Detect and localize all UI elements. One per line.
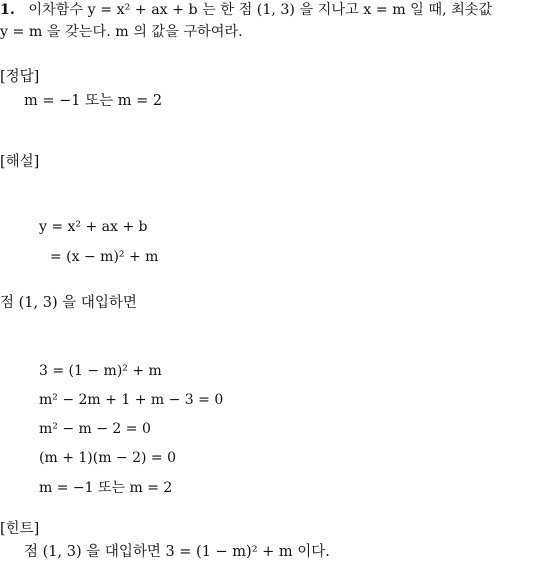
substitution-note: 점 (1, 3) 을 대입하면 [0, 295, 137, 311]
solution-equation-4: m² − 2m + 1 + m − 3 = 0 [39, 392, 224, 408]
solution-equation-3: 3 = (1 − m)² + m [39, 363, 162, 379]
answer-heading: [정답] [0, 69, 40, 85]
solution-equation-6: (m + 1)(m − 2) = 0 [39, 450, 177, 466]
solution-equation-1: y = x² + ax + b [39, 219, 148, 235]
solution-equation-5: m² − m − 2 = 0 [39, 421, 151, 437]
solution-equation-7: m = −1 또는 m = 2 [39, 480, 173, 496]
problem-text: 이차함수 y = x² + ax + b 는 한 점 (1, 3) 을 지나고 x = m 일 때, 최솟값 [28, 2, 493, 18]
hint-text: 점 (1, 3) 을 대입하면 3 = (1 − m)² + m 이다. [24, 544, 330, 560]
solution-equation-2: = (x − m)² + m [50, 249, 159, 265]
hint-heading: [힌트] [0, 521, 40, 537]
problem-statement-line-1 [0, 3, 492, 17]
solution-heading: [해설] [0, 154, 40, 170]
answer-text: m = −1 또는 m = 2 [24, 93, 163, 109]
problem-statement-line-2: y = m 을 갖는다. m 의 값을 구하여라. [0, 24, 243, 40]
problem-number: 1. [0, 2, 15, 18]
